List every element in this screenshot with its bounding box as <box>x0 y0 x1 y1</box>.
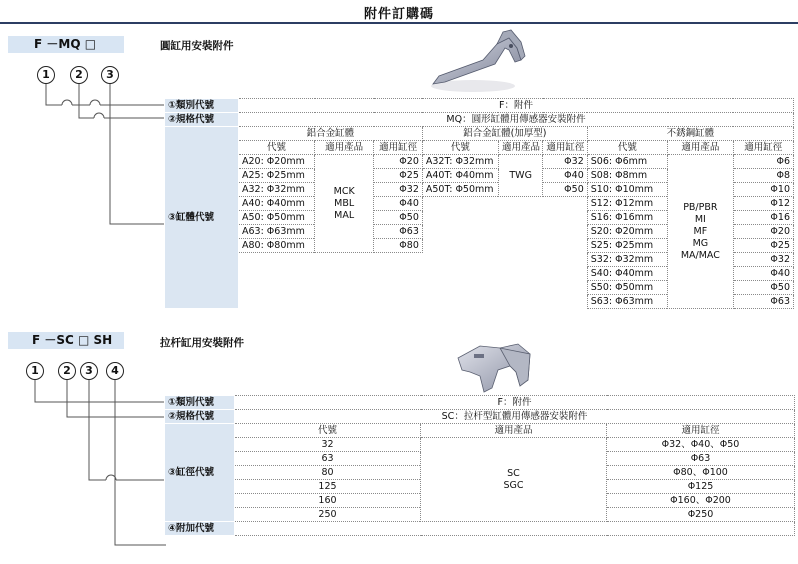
sc-products <box>421 438 607 522</box>
page-title: 附件訂購碼 <box>363 7 434 22</box>
mq-circle-1: 1 <box>37 66 55 84</box>
mq-circle-3: 3 <box>101 66 119 84</box>
mq-circle-2: 2 <box>70 66 88 84</box>
mq-g1-products-text: MCK MBL MAL <box>333 185 355 221</box>
sc-bore: Φ63 <box>607 452 795 466</box>
sc-bore: Φ160、Φ200 <box>607 494 795 508</box>
mq-row1-value: F：附件 <box>238 99 793 113</box>
mq-g1-bore: Φ25 <box>374 169 423 183</box>
sc-row2-value: SC：拉杆型缸體用傳感器安裝附件 <box>235 410 795 424</box>
mq-g1-code: A20: Φ20mm <box>238 155 314 169</box>
mq-g3-col-code: 代號 <box>587 141 667 155</box>
mq-g1-code: A50: Φ50mm <box>238 211 314 225</box>
sc-circle-4: 4 <box>106 362 124 380</box>
sc-bore: Φ250 <box>607 508 795 522</box>
mq-g3-code: S16: Φ16mm <box>587 211 667 225</box>
mq-g3-bore: Φ25 <box>733 239 793 253</box>
sc-col-bore: 適用缸徑 <box>607 424 795 438</box>
mq-g3-code: S08: Φ8mm <box>587 169 667 183</box>
sc-row1-head: ①類別代號 <box>165 396 235 410</box>
sc-code: 250 <box>235 508 421 522</box>
mq-g3-col-bore: 適用缸徑 <box>733 141 793 155</box>
sc-section-label: 拉杆缸用安裝附件 <box>160 337 244 349</box>
mq-g2-code: A32T: Φ32mm <box>422 155 498 169</box>
sc-code: 160 <box>235 494 421 508</box>
mq-g1-bore: Φ20 <box>374 155 423 169</box>
sc-spec-table <box>164 395 795 536</box>
mq-g2-products: TWG <box>498 155 542 197</box>
sc-bore: Φ80、Φ100 <box>607 466 795 480</box>
mq-g1-col-product: 適用產品 <box>315 141 374 155</box>
mq-order-code: F －MQ □ <box>8 36 124 53</box>
mq-g1-bore: Φ80 <box>374 239 423 253</box>
sc-col-code: 代號 <box>235 424 421 438</box>
sc-circle-3: 3 <box>80 362 98 380</box>
mq-g1-col-bore: 適用缸徑 <box>374 141 423 155</box>
sc-code: 32 <box>235 438 421 452</box>
sc-bore: Φ32、Φ40、Φ50 <box>607 438 795 452</box>
mq-g3-code: S63: Φ63mm <box>587 295 667 309</box>
sc-circle-2: 2 <box>58 362 76 380</box>
sc-circle-1: 1 <box>26 362 44 380</box>
mq-group-aluminum: 鋁合金缸體 <box>238 127 422 141</box>
mq-g3-products-text: PB/PBR MI MF MG MA/MAC <box>680 201 720 261</box>
mq-g3-bore: Φ8 <box>733 169 793 183</box>
sc-row1-value: F：附件 <box>235 396 795 410</box>
mq-g3-bore: Φ12 <box>733 197 793 211</box>
mq-group-stainless: 不銹鋼缸體 <box>587 127 793 141</box>
mq-g3-bore: Φ20 <box>733 225 793 239</box>
mq-g1-code: A63: Φ63mm <box>238 225 314 239</box>
mq-g3-bore: Φ32 <box>733 253 793 267</box>
mq-g1-code: A80: Φ80mm <box>238 239 314 253</box>
mq-g3-code: S50: Φ50mm <box>587 281 667 295</box>
mq-g1-bore: Φ63 <box>374 225 423 239</box>
sc-row4-head: ④附加代號 <box>165 522 235 536</box>
mq-g2-bore: Φ32 <box>543 155 587 169</box>
mq-g3-code: S32: Φ32mm <box>587 253 667 267</box>
mq-section-label: 圓缸用安裝附件 <box>160 40 234 52</box>
mq-g2-bore: Φ40 <box>543 169 587 183</box>
mq-g1-bore: Φ50 <box>374 211 423 225</box>
mq-g3-code: S25: Φ25mm <box>587 239 667 253</box>
sc-bore: Φ125 <box>607 480 795 494</box>
mq-g3-code: S20: Φ20mm <box>587 225 667 239</box>
sc-col-product: 適用產品 <box>421 424 607 438</box>
mq-g2-code: A40T: Φ40mm <box>422 169 498 183</box>
mq-g3-code: S06: Φ6mm <box>587 155 667 169</box>
sc-row3-head: ③缸徑代號 <box>165 424 235 522</box>
mq-g3-bore: Φ63 <box>733 295 793 309</box>
mq-g3-bore: Φ40 <box>733 267 793 281</box>
sc-products-text: SC SGC <box>503 467 524 491</box>
sc-code: 63 <box>235 452 421 466</box>
mq-g2-col-bore: 適用缸徑 <box>543 141 587 155</box>
mq-g1-bore: Φ40 <box>374 197 423 211</box>
mq-row3-head: ③缸體代號 <box>165 127 239 309</box>
mq-g2-col-product: 適用產品 <box>498 141 542 155</box>
mq-g3-code: S12: Φ12mm <box>587 197 667 211</box>
mq-row2-head: ②規格代號 <box>165 113 239 127</box>
mq-g3-code: S10: Φ10mm <box>587 183 667 197</box>
sc-row2-head: ②規格代號 <box>165 410 235 424</box>
mq-g1-code: A25: Φ25mm <box>238 169 314 183</box>
mq-g3-bore: Φ6 <box>733 155 793 169</box>
mq-row1-head: ①類別代號 <box>165 99 239 113</box>
mq-group-aluminum-thick: 鋁合金缸體(加厚型) <box>422 127 587 141</box>
mq-g2-code: A50T: Φ50mm <box>422 183 498 197</box>
mq-g1-col-code: 代號 <box>238 141 314 155</box>
mq-g3-bore: Φ10 <box>733 183 793 197</box>
mq-g2-bore: Φ50 <box>543 183 587 197</box>
mq-g2-col-code: 代號 <box>422 141 498 155</box>
mq-g1-code: A40: Φ40mm <box>238 197 314 211</box>
mq-g3-col-product: 適用產品 <box>668 141 734 155</box>
sc-row4-value <box>235 522 795 536</box>
sc-code: 125 <box>235 480 421 494</box>
mq-g3-code: S40: Φ40mm <box>587 267 667 281</box>
mq-g3-bore: Φ50 <box>733 281 793 295</box>
mq-g3-bore: Φ16 <box>733 211 793 225</box>
mq-row2-value: MQ：圓形缸體用傳感器安裝附件 <box>238 113 793 127</box>
sc-order-code: F －SC □ SH <box>8 332 124 349</box>
sc-code: 80 <box>235 466 421 480</box>
mq-g1-code: A32: Φ32mm <box>238 183 314 197</box>
mq-g1-bore: Φ32 <box>374 183 423 197</box>
